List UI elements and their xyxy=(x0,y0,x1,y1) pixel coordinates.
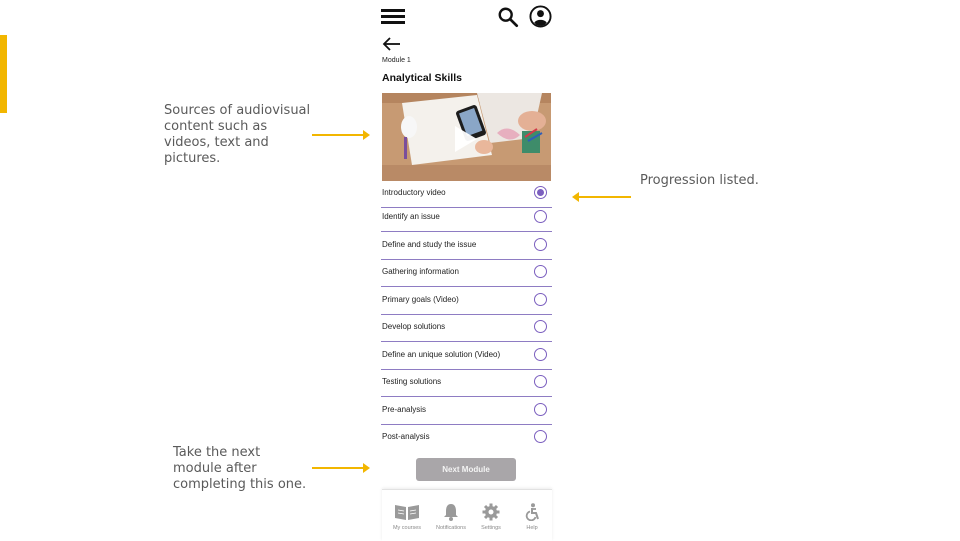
nav-label: Settings xyxy=(481,525,501,531)
lesson-radio[interactable] xyxy=(534,348,547,361)
lesson-label: Post-analysis xyxy=(382,432,430,441)
annotation-arrow-next xyxy=(312,467,364,469)
module-title: Analytical Skills xyxy=(382,72,462,84)
phone-screen xyxy=(381,0,552,540)
bottom-nav xyxy=(382,489,552,541)
lesson-radio[interactable] xyxy=(534,265,547,278)
top-bar xyxy=(381,0,552,34)
lesson-label: Pre-analysis xyxy=(382,405,427,414)
annotation-arrow-content xyxy=(312,134,364,136)
hamburger-menu-icon[interactable] xyxy=(381,9,405,25)
lesson-radio[interactable] xyxy=(534,210,547,223)
lesson-row[interactable] xyxy=(381,342,552,370)
bell-icon xyxy=(443,503,459,521)
lesson-label: Define and study the issue xyxy=(382,240,477,249)
annotation-progression: Progression listed. xyxy=(640,173,759,188)
nav-label: Notifications xyxy=(436,525,466,531)
video-player[interactable] xyxy=(382,93,551,181)
lesson-radio-checked[interactable] xyxy=(534,186,547,199)
lesson-label: Gathering information xyxy=(382,267,459,276)
annotation-next-module: Take the next module after completing this one. xyxy=(173,445,307,492)
accent-bar xyxy=(0,35,7,113)
search-icon[interactable] xyxy=(497,6,519,28)
lesson-row[interactable] xyxy=(381,397,552,425)
lesson-row[interactable] xyxy=(381,232,552,260)
accessibility-icon xyxy=(524,503,540,521)
nav-item-notifications[interactable] xyxy=(430,490,472,541)
lesson-row[interactable] xyxy=(381,287,552,315)
lesson-row[interactable] xyxy=(381,314,552,342)
annotation-arrow-progression xyxy=(578,196,631,198)
lesson-label: Introductory video xyxy=(382,188,446,197)
play-icon[interactable] xyxy=(455,126,477,152)
gear-icon xyxy=(482,503,500,521)
lesson-radio[interactable] xyxy=(534,375,547,388)
lesson-label: Define an unique solution (Video) xyxy=(382,350,501,359)
lesson-radio[interactable] xyxy=(534,430,547,443)
lesson-row[interactable] xyxy=(381,204,552,232)
back-arrow-icon[interactable] xyxy=(382,37,402,51)
lesson-label: Testing solutions xyxy=(382,377,442,386)
nav-item-help[interactable] xyxy=(511,490,553,541)
lesson-row[interactable] xyxy=(381,259,552,287)
lesson-radio[interactable] xyxy=(534,320,547,333)
lesson-radio[interactable] xyxy=(534,293,547,306)
lesson-label: Primary goals (Video) xyxy=(382,295,459,304)
account-circle-icon[interactable] xyxy=(529,5,552,28)
nav-item-my-courses[interactable] xyxy=(386,490,428,541)
lesson-radio[interactable] xyxy=(534,403,547,416)
lesson-row[interactable] xyxy=(381,424,552,451)
module-label: Module 1 xyxy=(382,57,411,64)
lesson-row[interactable] xyxy=(381,369,552,397)
nav-label: My courses xyxy=(392,525,422,531)
annotation-content-sources: Sources of audiovisual content such as videos, text and pictures. xyxy=(164,103,311,166)
open-book-icon xyxy=(394,503,420,521)
next-module-button[interactable]: Next Module xyxy=(416,458,516,481)
nav-item-settings[interactable] xyxy=(470,490,512,541)
lesson-label: Develop solutions xyxy=(382,322,446,331)
lesson-radio[interactable] xyxy=(534,238,547,251)
lesson-label: Identify an issue xyxy=(382,212,440,221)
nav-label: Help xyxy=(526,525,538,531)
